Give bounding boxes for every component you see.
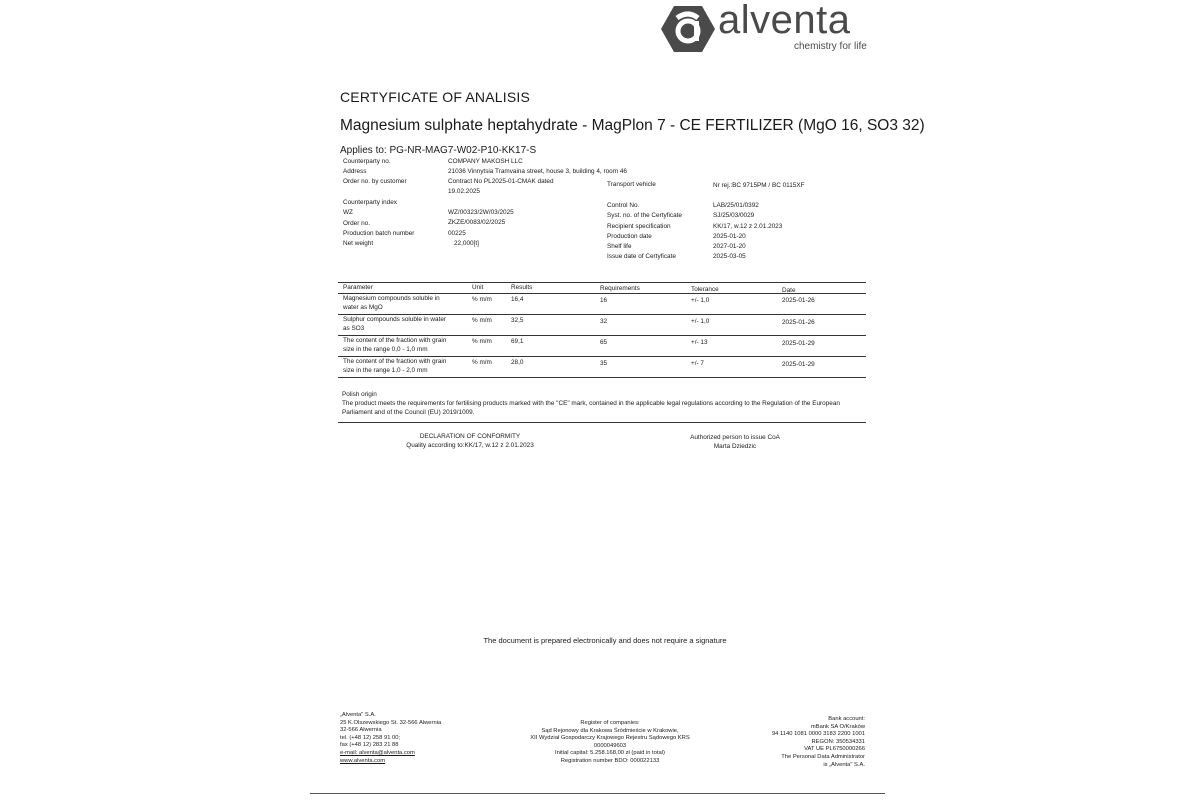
table-top-rule [338, 282, 866, 283]
value-order-no: ZKZE/0083/02/2025 [448, 219, 506, 227]
footer-krs: 0000049603 [593, 742, 627, 749]
row3-tolerance: +/- 13 [691, 339, 708, 346]
label-production-date: Production date [607, 232, 652, 240]
label-wz: WZ [343, 209, 353, 217]
label-counterparty-index: Counterparty index [343, 199, 397, 206]
declaration-quality: Quality according to:KK/17, w.12 z 2.01.2023 [406, 442, 534, 449]
info-right-labels [607, 201, 682, 263]
footer-capital: Initial capital: 5.258.168,00 zł (paid in total) [555, 750, 665, 757]
label-issue-date: Issue date of Certyficate [607, 253, 676, 261]
footer-tel: tel. (+48 12) 258 91 00; [340, 734, 401, 741]
notes-rule [338, 422, 866, 423]
row1-rule [338, 314, 866, 315]
label-address: Address [343, 168, 367, 175]
declaration-title: DECLARATION OF CONFORMITY [419, 433, 521, 440]
value-recipient-spec: KK/17, w.12 z 2.01.2023 [713, 222, 783, 230]
row1-param-line2: water as MgO [343, 303, 383, 311]
value-batch: 00225 [448, 229, 466, 237]
info-right-values [713, 201, 782, 263]
row2-requirement: 32 [600, 318, 608, 325]
row2-param-line1: Sulphur compounds soluble in water [343, 316, 447, 323]
value-production-date: 2025-01-20 [713, 232, 746, 240]
footer-right [720, 716, 865, 769]
footer-email-link[interactable]: e-mail: alventa@alventa.com [340, 749, 415, 756]
footer-data-admin-2: is „Alventa" S.A. [823, 761, 865, 768]
alventa-logo-icon [660, 4, 716, 54]
value-syst-no: SJ/25/03/0029 [713, 212, 755, 220]
footer-bank-name: mBank SA O/Kraków [810, 723, 865, 730]
footer-register-title: Register of companies: [580, 720, 640, 726]
row4-unit: % m/m [472, 359, 492, 366]
value-transport: Nr rej.:BC 9715PM / BC 0115XF [713, 182, 805, 189]
footer-bottom-rule [310, 793, 885, 794]
footer-left [340, 712, 441, 765]
header-date: Date [782, 287, 796, 294]
footer-bank-title: Bank account: [828, 716, 865, 722]
row4-requirement: 35 [600, 360, 608, 367]
row3-result: 69,1 [511, 338, 524, 345]
row2-date: 2025-01-26 [782, 319, 815, 326]
origin-text: Polish origin [342, 391, 377, 398]
value-shelf-life: 2027-01-20 [713, 243, 746, 251]
value-control-no: LAB/25/01/0392 [713, 202, 759, 209]
label-counterparty: Counterparty no. [343, 158, 391, 165]
header-tolerance: Tolerance [691, 286, 719, 293]
row4-param-line1: The content of the fraction with grain [343, 358, 447, 365]
row2-unit: % m/m [472, 317, 492, 324]
header-unit: Unit [472, 284, 484, 291]
value-order-customer: Contract No PL2025-01-CMAK dated [448, 178, 554, 185]
row2-rule [338, 335, 866, 336]
row2-result: 32,5 [511, 317, 524, 324]
label-transport: Transport vehicle [607, 181, 656, 188]
row1-tolerance: +/- 1,0 [691, 297, 710, 304]
authorized-title: Authorized person to issue CoA [690, 434, 780, 441]
value-net-weight: 22,000[t] [454, 239, 479, 247]
document-title: CERTYFICATE OF ANALISIS [340, 89, 531, 105]
footer-court: Sąd Rejonowy dla Krakowa Śródmieście w Krakowie, [541, 727, 679, 734]
row1-unit: % m/m [472, 296, 492, 303]
footer-division: XII Wydział Gospodarczy Krajowego Rejestru Sądowego KRS [530, 735, 690, 742]
footer-website-link[interactable]: www.alventa.com [340, 757, 386, 764]
table-header-rule [338, 293, 866, 294]
applies-to: Applies to: PG-NR-MAG7-W02-P10-KK17-S [340, 145, 537, 156]
footer-regon: REGON: 350534331 [811, 738, 865, 745]
footer-vat: VAT UE PL6750000266 [804, 746, 865, 753]
row4-result: 28,0 [511, 359, 524, 366]
value-counterparty: COMPANY MAKOSH LLC [448, 158, 523, 165]
row3-param-line1: The content of the fraction with grain [343, 337, 447, 344]
label-order-customer: Order no. by customer [343, 178, 407, 185]
statement-text: The product meets the requirements for fertilising products marked with the "CE" mark, contained in the applicable legal regulations according to the Regulation of the European Parliament and of the Council (EU) 2019/1009. [342, 400, 840, 416]
info-left-labels-2 [343, 198, 414, 249]
info-left-values-2 [448, 208, 514, 249]
electronic-note: The document is prepared electronically and does not require a signature [483, 636, 727, 645]
table-row [343, 316, 446, 333]
row1-result: 16,4 [511, 296, 524, 303]
authorized-name: Marta Dziedzic [713, 443, 757, 450]
brand-tagline: chemistry for life [794, 41, 867, 52]
row3-requirement: 65 [600, 339, 608, 346]
row2-param-line2: as SO3 [343, 324, 365, 332]
row1-date: 2025-01-26 [782, 297, 815, 304]
row2-tolerance: +/- 1,0 [691, 318, 710, 325]
row4-param-line2: size in the range 1,0 - 2,0 mm [343, 366, 428, 374]
footer-address-1: 25 K.Olszewskiego St. 32-566 Alwernia [340, 719, 442, 726]
label-batch: Production batch number [343, 229, 415, 237]
footer-fax: fax (+48 12) 283 21 88 [340, 742, 399, 749]
footer-data-admin: The Personal Data Administrator [781, 753, 865, 760]
label-syst-no: Syst. no. of the Certyficate [607, 212, 682, 220]
header-parameter: Parameter [343, 284, 373, 291]
footer-bdo: Registration number BDO: 000022133 [560, 757, 660, 764]
label-control-no: Control No. [607, 202, 640, 209]
value-order-date: 19.02.2025 [448, 188, 480, 195]
value-address: 21036 Vinnytsia Tramvaina street, house 3, building 4, room 46 [448, 168, 627, 175]
declaration-block [380, 432, 560, 450]
row3-rule [338, 356, 866, 357]
footer-bank-account: 94 1140 1081 0000 3183 2200 1001 [771, 731, 865, 738]
row1-requirement: 16 [600, 297, 608, 304]
header-results: Results [511, 284, 533, 291]
footer-address-2: 32-566 Alwernia [340, 727, 382, 734]
info-left-values [448, 157, 627, 197]
label-order-no: Order no. [343, 219, 370, 227]
compliance-note [342, 390, 867, 417]
row4-date: 2025-01-29 [782, 361, 815, 368]
row3-date: 2025-01-29 [782, 340, 815, 347]
label-net-weight: Net weight [343, 240, 374, 248]
footer-company: „Alventa" S.A. [340, 712, 376, 718]
table-bottom-rule [338, 377, 866, 378]
table-row [343, 337, 446, 354]
row4-tolerance: +/- 7 [691, 360, 704, 367]
label-recipient-spec: Recipient specification [607, 222, 671, 230]
value-wz: WZ/00323/2W/03/2025 [448, 209, 514, 216]
row1-param-line1: Magnesium compounds soluble in [343, 295, 440, 302]
footer-center [490, 720, 730, 766]
row3-unit: % m/m [472, 338, 492, 345]
table-row [343, 358, 446, 375]
authorized-block [660, 433, 810, 451]
value-issue-date: 2025-03-05 [713, 253, 746, 261]
product-title: Magnesium sulphate heptahydrate - MagPlon 7 - CE FERTILIZER (MgO 16, SO3 32) [340, 117, 925, 134]
label-shelf-life: Shelf life [607, 243, 632, 251]
header-requirements: Requirements [600, 285, 640, 292]
row3-param-line2: size in the range 0,0 - 1,0 mm [343, 345, 428, 353]
table-row [343, 295, 440, 312]
brand-name: alventa [718, 0, 851, 42]
info-left-labels [343, 157, 407, 187]
